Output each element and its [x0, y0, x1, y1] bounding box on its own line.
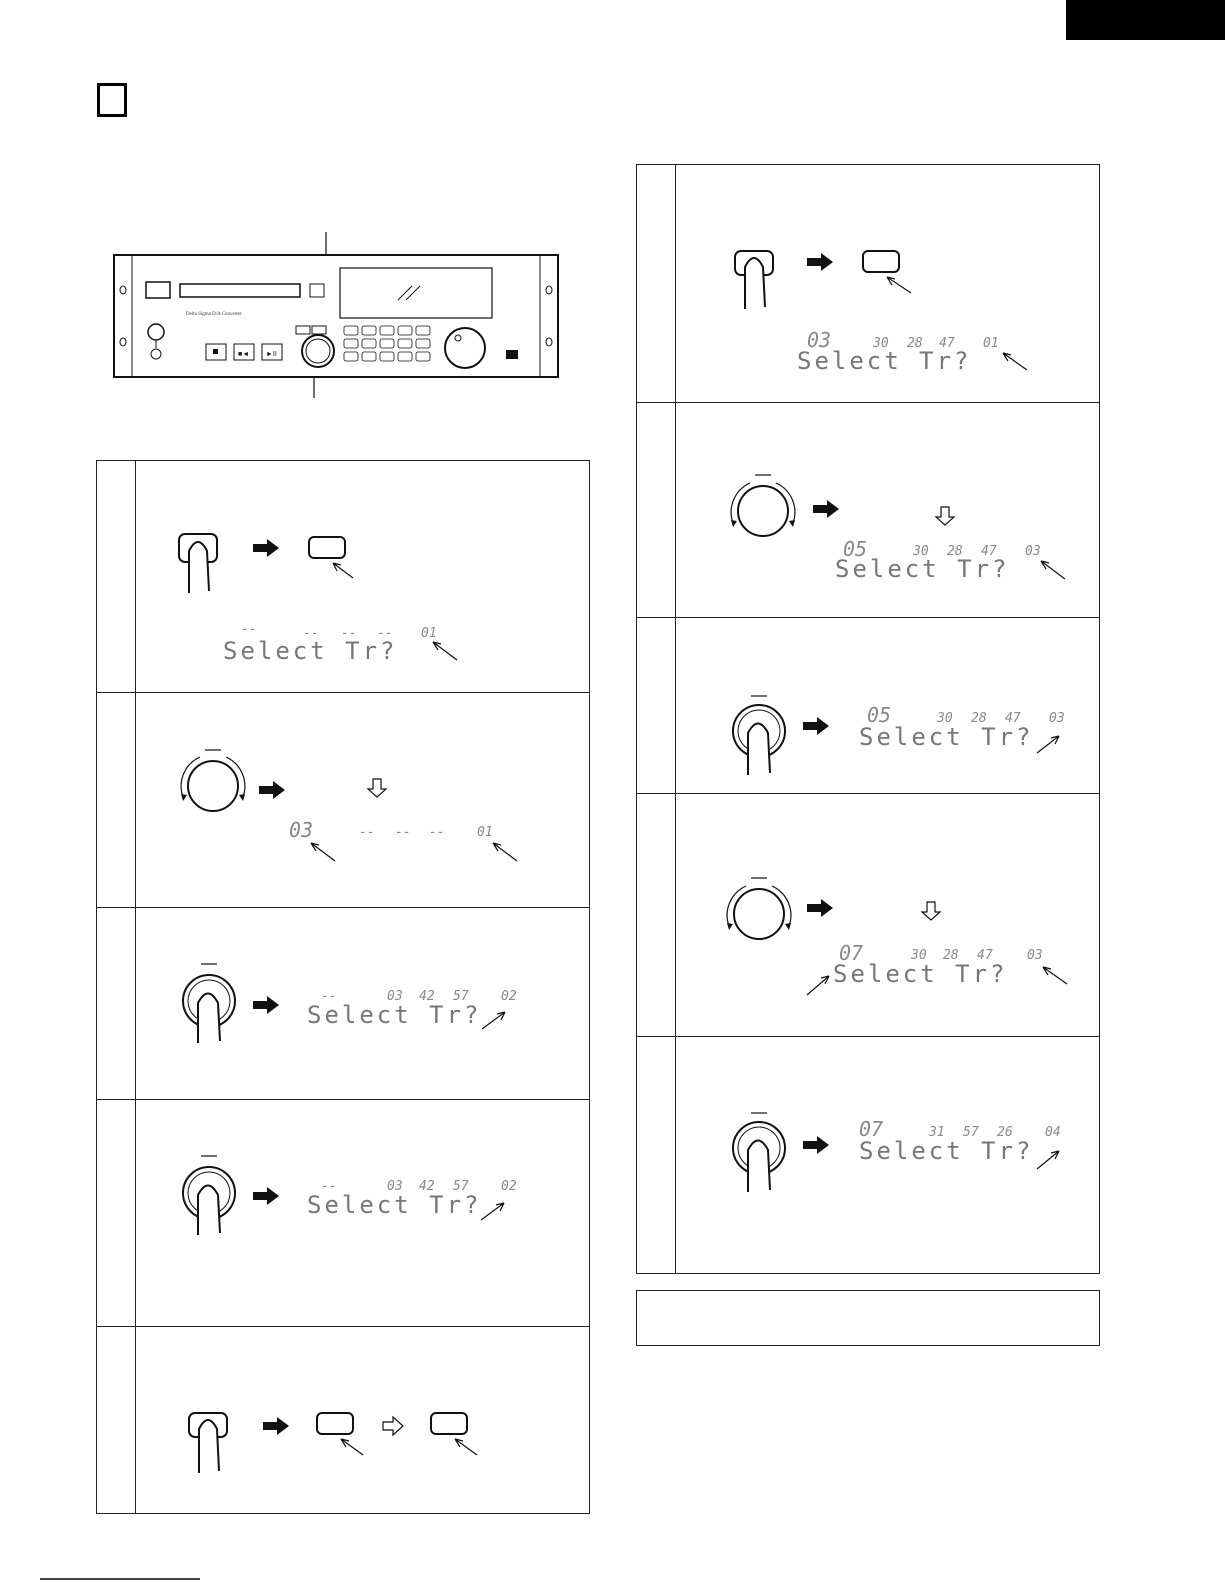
right-arrow-icon [253, 996, 279, 1014]
finger-press-icon [735, 251, 773, 309]
lcd-time-frame: 57 [453, 989, 469, 1004]
lcd-time-frame: 26 [997, 1125, 1013, 1140]
lcd-time-sec: 28 [971, 711, 987, 726]
lcd-track: -- [241, 622, 257, 637]
lcd-time-sec: 42 [419, 989, 435, 1004]
lcd-message: Select Tr? [797, 347, 972, 375]
lcd-time-frame: 47 [977, 948, 993, 963]
right-arrow-icon [253, 539, 279, 557]
right-arrow-icon [807, 253, 833, 271]
lcd-track: -- [321, 989, 337, 1004]
lcd-time-min: 30 [937, 711, 953, 726]
step-panel-l1 [96, 460, 590, 693]
pointer-arrow-icon [807, 976, 829, 995]
button-outline-icon [309, 537, 345, 558]
lcd-time-min: 03 [387, 989, 403, 1004]
lcd-message: Select Tr? [835, 555, 1010, 583]
section-marker-box [97, 83, 127, 117]
lcd-index: 03 [1025, 544, 1041, 559]
lcd-time-min: 30 [873, 336, 889, 351]
lcd-track: 03 [289, 818, 314, 842]
lcd-time-frame: 47 [981, 544, 997, 559]
page-corner-tab [1066, 0, 1225, 40]
pointer-arrow-icon [333, 563, 353, 578]
pointer-arrow-icon [482, 1012, 505, 1029]
button-outline-icon [863, 251, 899, 272]
lcd-message: Select Tr? [859, 1137, 1034, 1165]
lcd-track: 07 [839, 941, 864, 965]
lcd-time-sec: 28 [943, 948, 959, 963]
lcd-message: Select Tr? [859, 723, 1034, 751]
pointer-arrow-icon [887, 277, 911, 293]
right-arrow-icon [253, 1187, 279, 1205]
pointer-arrow-icon [1037, 736, 1059, 753]
pointer-arrow-icon [1003, 353, 1027, 370]
lcd-index: 02 [501, 989, 517, 1004]
svg-text:■◄: ■◄ [238, 351, 250, 358]
svg-text:►II: ►II [266, 351, 277, 358]
step-panel-r1 [636, 164, 1100, 403]
step-panel-l3 [96, 907, 590, 1100]
lcd-time-frame: 57 [453, 1179, 469, 1194]
step-panel-r2 [636, 402, 1100, 618]
right-arrow-icon [259, 781, 285, 799]
lcd-message: Select Tr? [223, 637, 398, 665]
lcd-time-min: 31 [929, 1125, 945, 1140]
lcd-time-min: 30 [911, 948, 927, 963]
lcd-time-sec: 28 [907, 336, 923, 351]
lcd-time-min: 30 [913, 544, 929, 559]
lcd-time-frame: 47 [939, 336, 955, 351]
lcd-track: 05 [867, 703, 892, 727]
jog-dial-rotate-icon [181, 750, 245, 811]
lcd-time-min: -- [303, 626, 319, 641]
note-box [636, 1290, 1100, 1346]
right-arrow-icon [813, 500, 839, 518]
device-label: Delta Sigma D/A Converter [186, 312, 242, 317]
step-panel-r4 [636, 793, 1100, 1037]
pointer-arrow-icon [455, 1439, 477, 1455]
jog-dial-press-icon [183, 964, 235, 1043]
pointer-arrow-icon [311, 843, 335, 861]
right-arrow-icon [807, 899, 833, 917]
lcd-index: 04 [1045, 1125, 1061, 1140]
lcd-time-frame: -- [377, 626, 393, 641]
jog-dial-rotate-icon [727, 878, 791, 939]
step-panel-l4 [96, 1099, 590, 1327]
right-arrow-icon [803, 1136, 829, 1154]
lcd-time-min: 03 [387, 1179, 403, 1194]
lcd-time-sec: 28 [947, 544, 963, 559]
button-outline-icon [317, 1413, 353, 1434]
finger-press-icon [189, 1413, 227, 1473]
right-arrow-outline-icon [383, 1417, 403, 1435]
lcd-index: 03 [1049, 711, 1065, 726]
lcd-time-frame: -- [429, 825, 445, 840]
lcd-index: 01 [477, 825, 493, 840]
lcd-time-min: -- [359, 825, 375, 840]
lcd-time-sec: 57 [963, 1125, 979, 1140]
lcd-index: 01 [983, 336, 999, 351]
jog-dial-press-icon [183, 1156, 235, 1235]
jog-dial-press-icon [733, 1113, 785, 1192]
footer-rule [40, 1578, 200, 1580]
lcd-index: 03 [1027, 948, 1043, 963]
right-arrow-icon [803, 717, 829, 735]
pointer-arrow-icon [493, 843, 517, 861]
lcd-track: 03 [807, 328, 832, 352]
lcd-message: Select Tr? [307, 1191, 482, 1219]
lcd-message: Select Tr? [307, 1001, 482, 1029]
down-arrow-outline-icon [922, 902, 940, 920]
lcd-message: Select Tr? [833, 960, 1008, 988]
lcd-track: -- [321, 1179, 337, 1194]
jog-dial-press-icon [733, 696, 785, 775]
down-arrow-outline-icon [368, 779, 386, 797]
lcd-index: 01 [421, 626, 437, 641]
step-panel-l5 [96, 1326, 590, 1514]
pointer-arrow-icon [1041, 561, 1065, 579]
pointer-arrow-icon [1043, 967, 1067, 984]
pointer-arrow-icon [433, 642, 457, 660]
step-panel-r5 [636, 1036, 1100, 1274]
device-front-panel [100, 220, 580, 400]
pointer-arrow-icon [1037, 1151, 1059, 1169]
down-arrow-outline-icon [936, 507, 954, 525]
right-arrow-icon [263, 1417, 289, 1435]
lcd-time-sec: -- [395, 825, 411, 840]
finger-press-icon [179, 534, 217, 593]
button-outline-icon [431, 1413, 467, 1434]
lcd-track: 07 [859, 1117, 884, 1141]
lcd-index: 02 [501, 1179, 517, 1194]
pointer-arrow-icon [341, 1439, 363, 1455]
pointer-arrow-icon [481, 1203, 504, 1220]
jog-dial-rotate-icon [731, 475, 795, 536]
step-panel-l2 [96, 692, 590, 908]
lcd-time-sec: -- [341, 626, 357, 641]
step-panel-r3 [636, 617, 1100, 794]
lcd-time-sec: 42 [419, 1179, 435, 1194]
lcd-time-frame: 47 [1005, 711, 1021, 726]
lcd-track: 05 [843, 537, 868, 561]
